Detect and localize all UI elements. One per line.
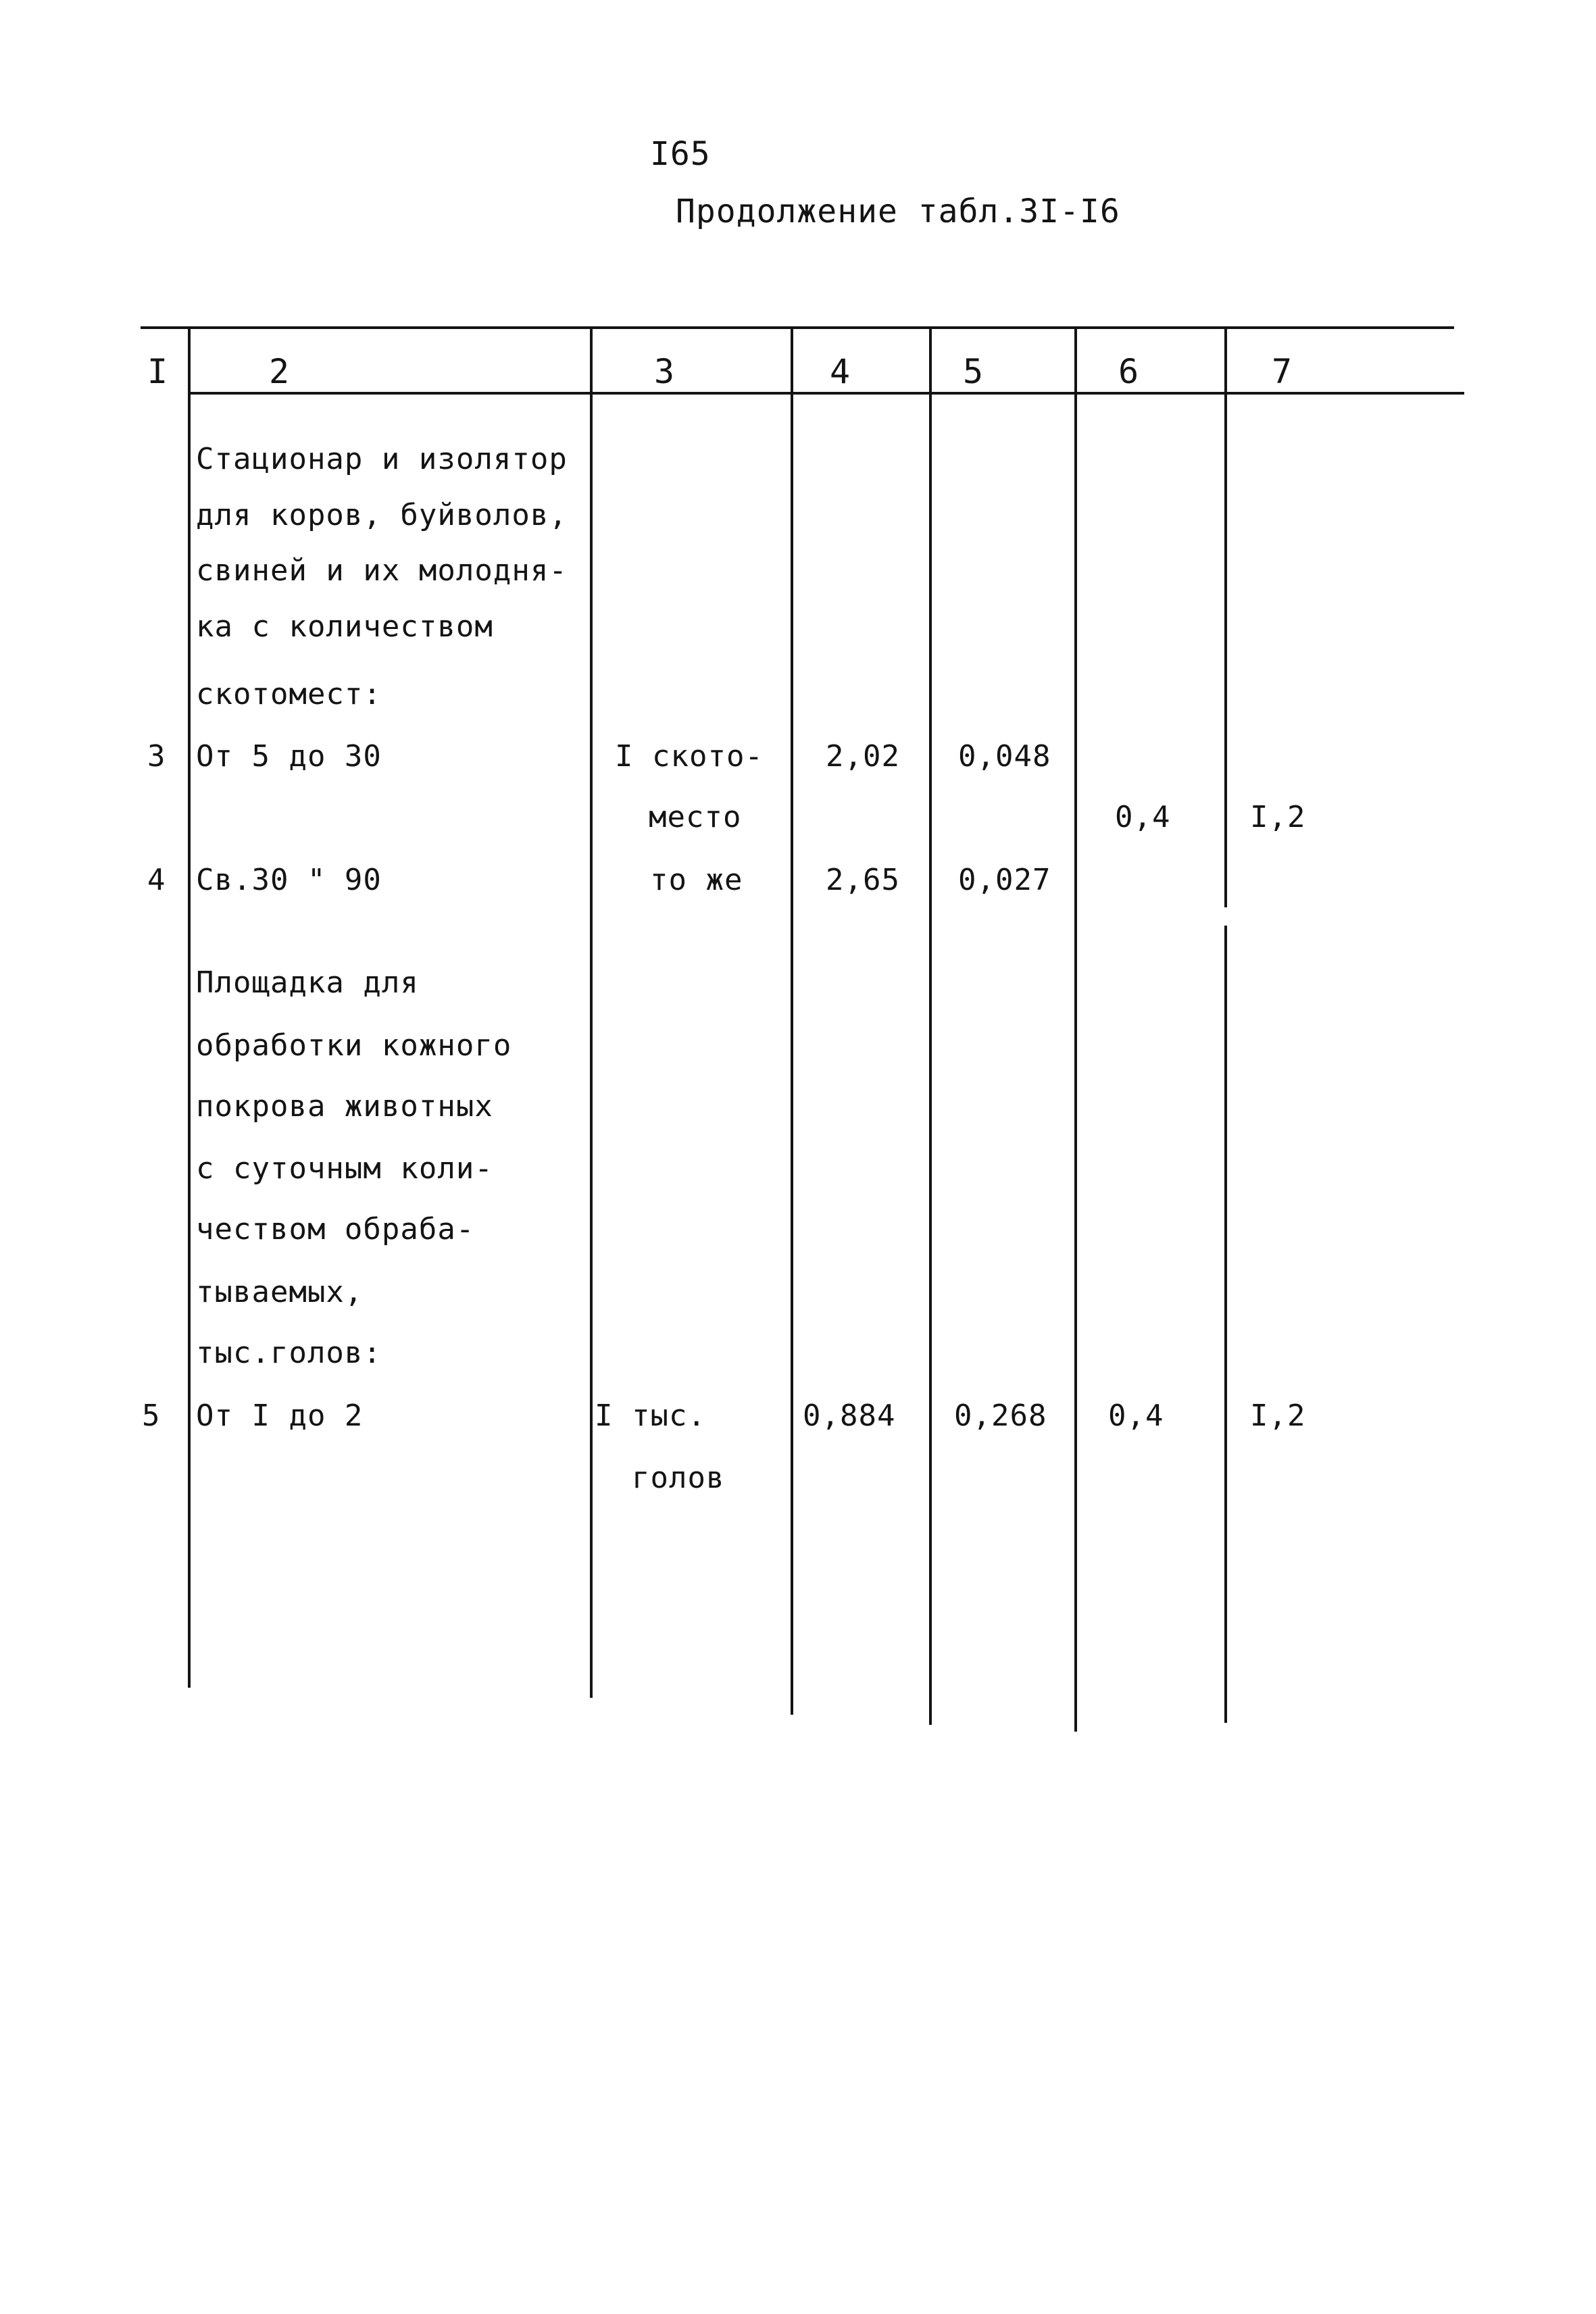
header-col-6: 6 [1118, 352, 1140, 391]
row-unit: I тыс. [595, 1399, 706, 1433]
row-unit-cont: место [649, 800, 742, 834]
row-col-4: 2,02 [826, 739, 900, 774]
header-col-4: 4 [830, 352, 851, 391]
row-col-7: I,2 [1250, 1399, 1306, 1433]
group-line: для коров, буйволов, [196, 498, 568, 532]
merged-col-7: I,2 [1250, 800, 1306, 834]
col-divider-6-lower [1224, 926, 1227, 1723]
header-col-1: I [147, 352, 169, 391]
header-col-7: 7 [1272, 352, 1293, 391]
group-line: скотомест: [196, 677, 382, 711]
col-divider-1 [188, 326, 191, 1688]
row-unit: I ското- [615, 739, 764, 774]
row-number: 3 [147, 739, 166, 774]
header-col-3: 3 [654, 352, 676, 391]
group-line: чеством обраба- [196, 1212, 475, 1247]
table-caption: Продолжение табл.3I-I6 [676, 193, 1120, 230]
group-line: обработки кожного [196, 1028, 512, 1063]
row-name: От 5 до 30 [196, 739, 382, 774]
group-line: ка с количеством [196, 609, 493, 644]
row-name: От I до 2 [196, 1399, 364, 1433]
row-number: 4 [147, 863, 166, 897]
group-line: Площадка для [196, 965, 419, 1000]
row-unit-cont: голов [632, 1461, 725, 1495]
header-col-2: 2 [269, 352, 291, 391]
col-divider-5 [1074, 326, 1077, 1732]
row-col-4: 0,884 [803, 1399, 896, 1433]
group-line: с суточным коли- [196, 1151, 493, 1186]
row-col-5: 0,268 [954, 1399, 1047, 1433]
col-divider-4 [929, 326, 932, 1725]
col-divider-3 [791, 326, 793, 1715]
header-rule [191, 392, 1464, 395]
top-rule [141, 326, 1454, 329]
header-col-5: 5 [963, 352, 984, 391]
row-col-5: 0,048 [958, 739, 1051, 774]
row-col-5: 0,027 [958, 863, 1051, 897]
group-line: тываемых, [196, 1275, 364, 1309]
row-col-6: 0,4 [1108, 1399, 1164, 1433]
merged-col-6: 0,4 [1115, 800, 1171, 834]
row-name: Св.30 " 90 [196, 863, 382, 897]
group-line: Стационар и изолятор [196, 442, 568, 476]
col-divider-6-upper [1224, 326, 1227, 907]
group-line: свиней и их молодня- [196, 553, 568, 588]
row-col-4: 2,65 [826, 863, 900, 897]
group-line: покрова животных [196, 1089, 493, 1124]
page-number: I65 [650, 135, 711, 173]
group-line: тыс.голов: [196, 1336, 382, 1370]
row-unit: то же [650, 863, 743, 897]
row-number: 5 [142, 1399, 161, 1433]
col-divider-2 [590, 326, 593, 1698]
